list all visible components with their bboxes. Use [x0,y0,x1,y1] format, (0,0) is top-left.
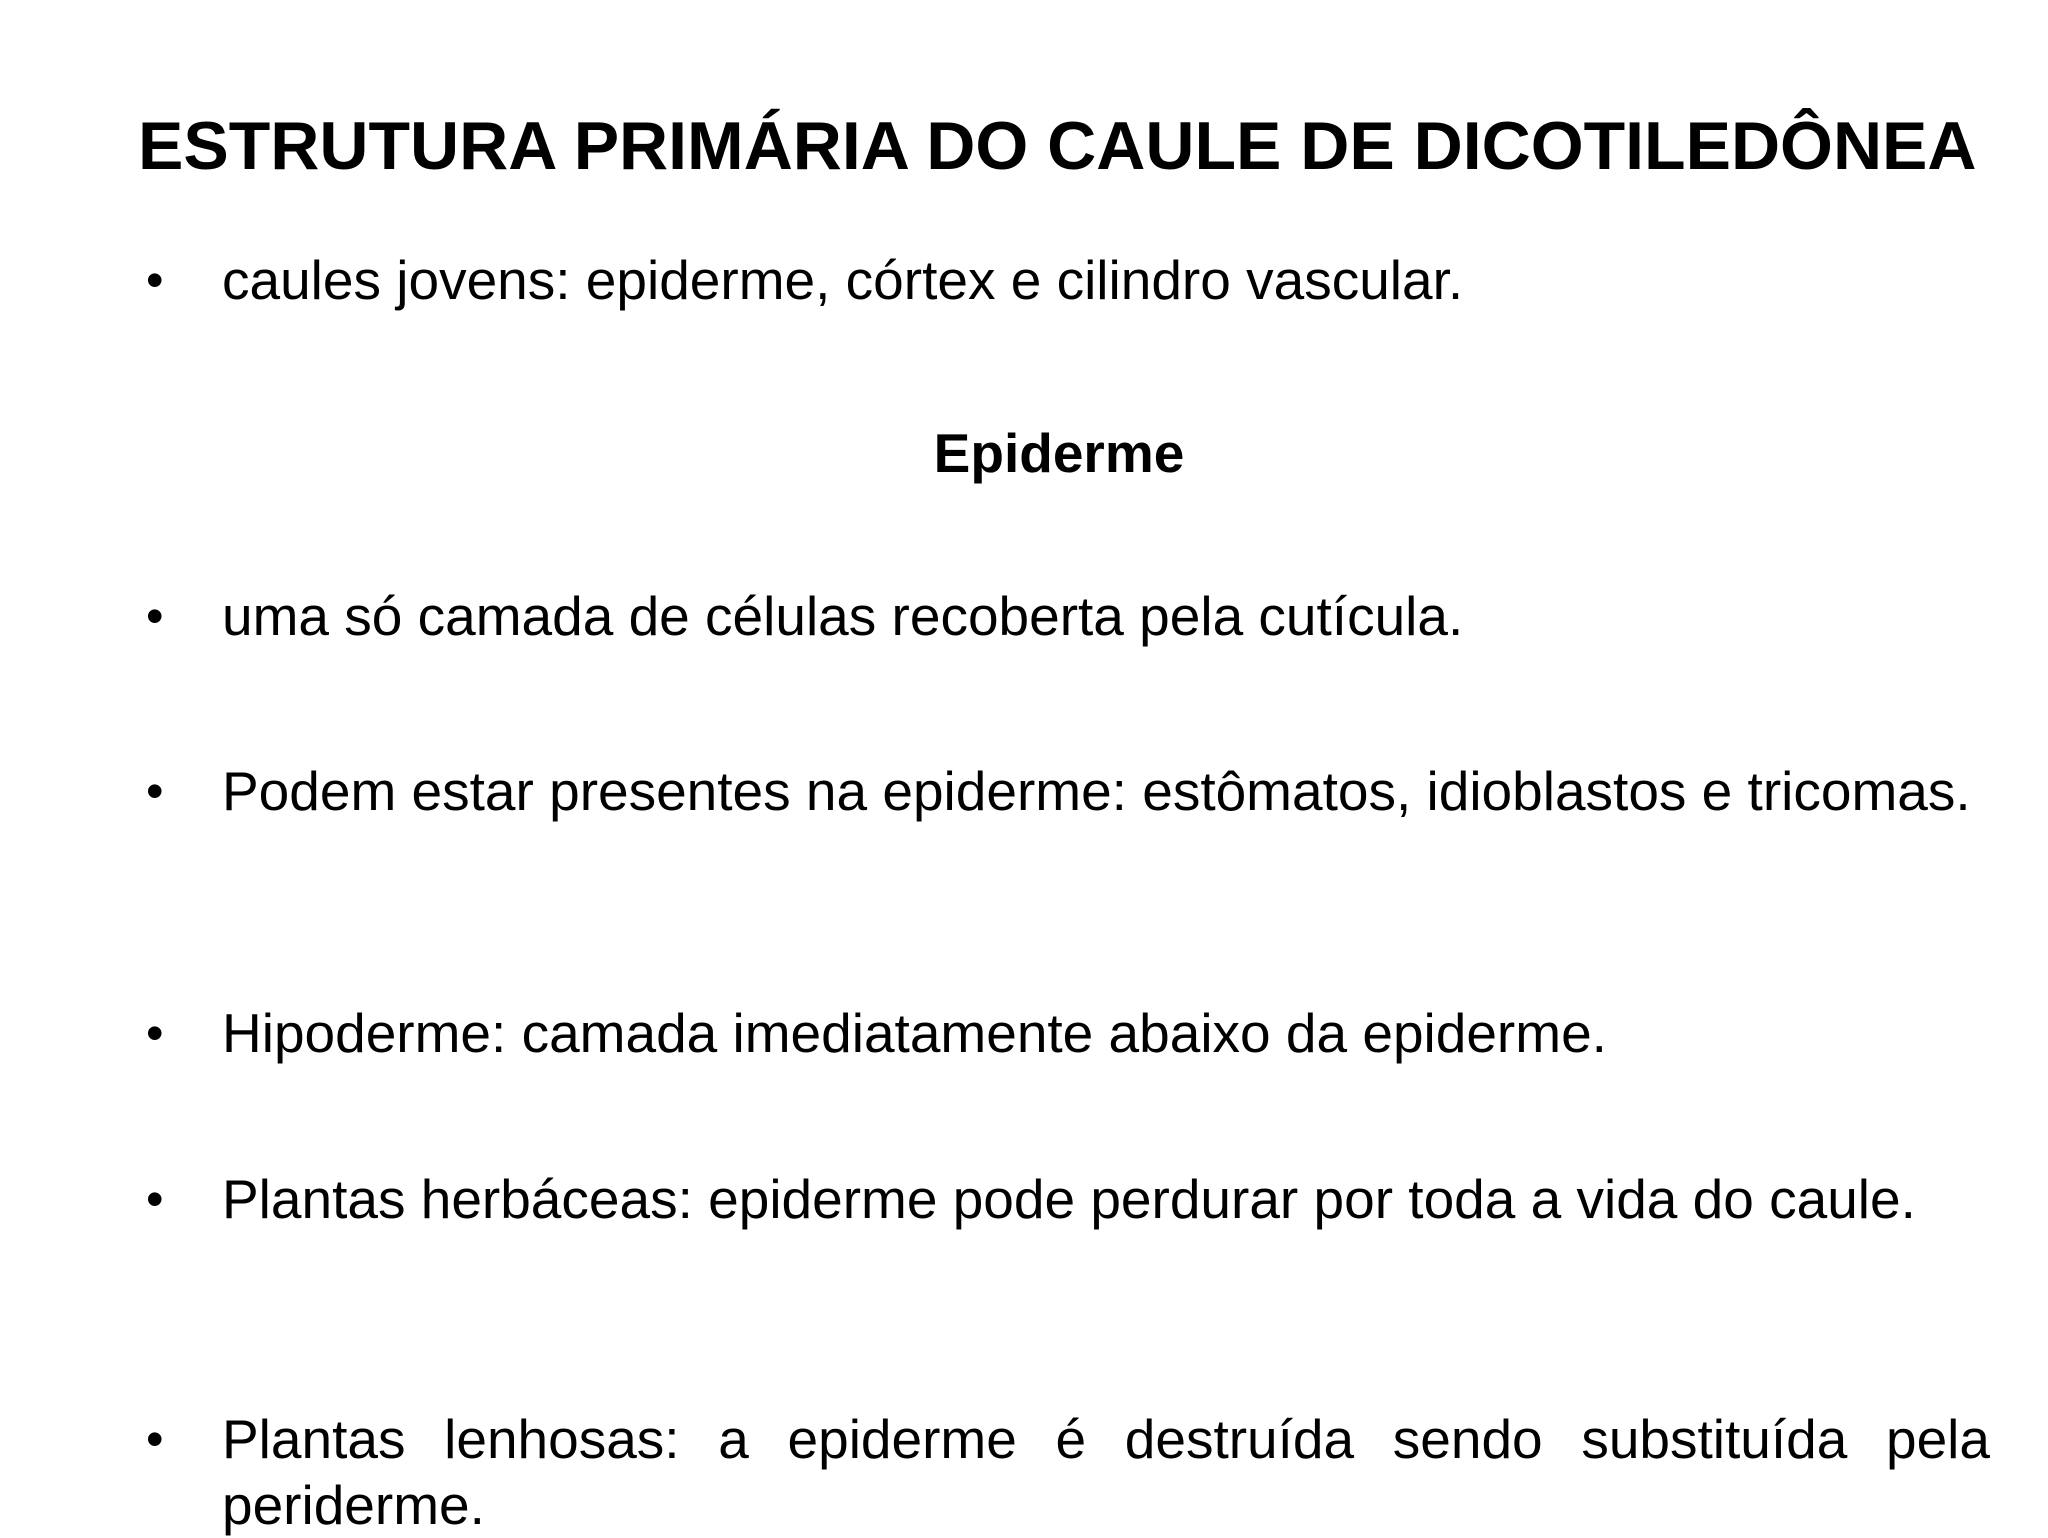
bullet-text: caules jovens: epiderme, córtex e cilindro vascular. [222,249,1464,311]
bullet-symbol: • [146,252,164,308]
section-subheading: Epiderme [933,422,1185,484]
bullet-symbol: • [146,1005,164,1061]
bullet-text: Plantas herbáceas: epiderme pode perdurar por toda a vida do caule. [222,1168,1916,1230]
bullet-item [146,758,1990,824]
bullet-symbol: • [146,763,164,819]
bullet-text: uma só camada de células recoberta pela cutícula. [222,585,1464,647]
bullet-text: Plantas lenhosas: a epiderme é destruída sendo substituída pela periderme. [222,1408,1990,1536]
bullet-item [146,247,1990,313]
bullet-item [146,1406,1990,1538]
bullet-item [146,1000,1990,1066]
bullet-text: Podem estar presentes na epiderme: estômatos, idioblastos e tricomas. [222,760,1971,822]
bullet-text: Hipoderme: camada imediatamente abaixo da epiderme. [222,1002,1607,1064]
bullet-item [146,1166,1990,1232]
bullet-symbol: • [146,1171,164,1227]
bullet-item [146,583,1990,649]
bullet-symbol: • [146,588,164,644]
bullet-symbol: • [146,1411,164,1467]
slide-title: ESTRUTURA PRIMÁRIA DO CAULE DE DICOTILEDÔNEA [138,108,1977,184]
